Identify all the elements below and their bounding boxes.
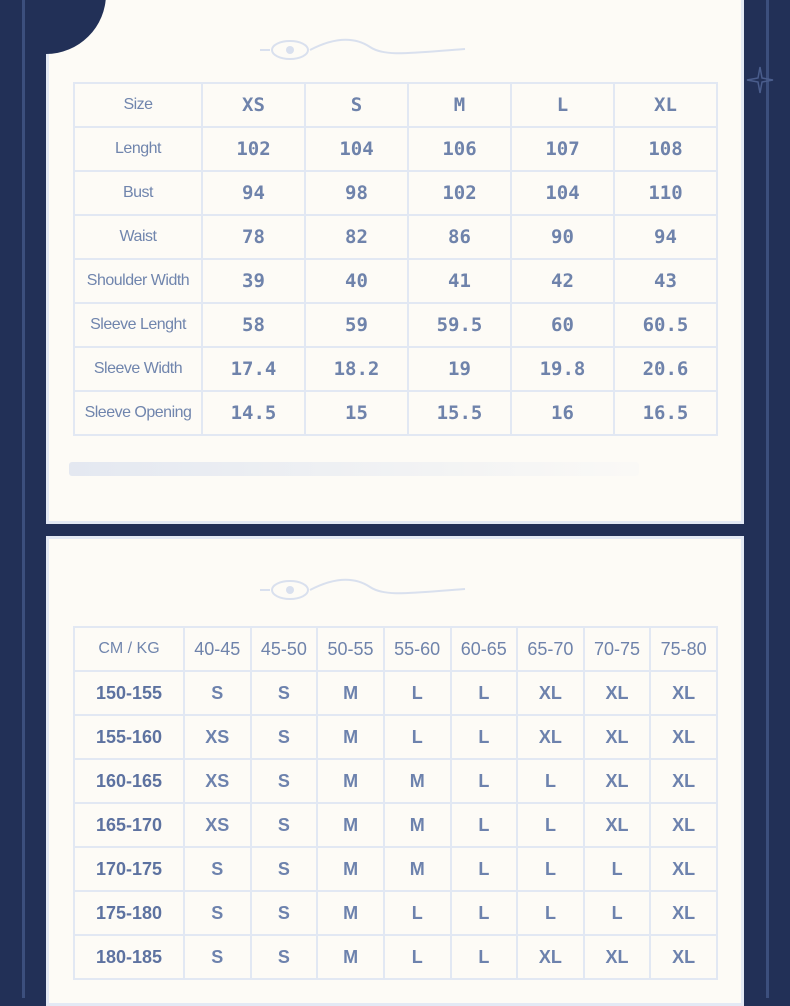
table-row	[74, 847, 717, 891]
table-cell: 17.4	[202, 347, 305, 391]
table-cell: 19	[408, 347, 511, 391]
table-cell: 15.5	[408, 391, 511, 435]
table-cell: XL	[650, 935, 717, 979]
size-chart-table	[73, 82, 718, 436]
table-cell: XS	[184, 715, 251, 759]
table-cell: L	[451, 715, 518, 759]
faint-caption	[69, 462, 639, 476]
panel-corner-notch	[46, 0, 106, 54]
table-cell: S	[251, 847, 318, 891]
four-point-star-icon	[746, 66, 774, 94]
table-cell: M	[384, 847, 451, 891]
column-header: 65-70	[517, 627, 584, 671]
table-cell: L	[451, 935, 518, 979]
table-cell: L	[517, 803, 584, 847]
table-cell: XL	[650, 715, 717, 759]
row-label: 160-165	[74, 759, 184, 803]
row-label: Waist	[74, 215, 202, 259]
table-cell: S	[251, 759, 318, 803]
table-cell: 16.5	[614, 391, 717, 435]
table-cell: S	[251, 891, 318, 935]
frame-line-right	[766, 0, 769, 998]
size-header-cell: Size	[74, 83, 202, 127]
table-cell: S	[251, 803, 318, 847]
table-cell: M	[317, 891, 384, 935]
row-label: 150-155	[74, 671, 184, 715]
table-cell: 39	[202, 259, 305, 303]
table-cell: S	[184, 847, 251, 891]
table-cell: XL	[584, 759, 651, 803]
table-cell: XL	[650, 847, 717, 891]
table-cell: XL	[650, 759, 717, 803]
table-cell: M	[317, 715, 384, 759]
table-row	[74, 715, 717, 759]
eye-flourish-icon	[260, 35, 470, 65]
column-header: S	[305, 83, 408, 127]
table-row	[74, 127, 717, 171]
column-header: 70-75	[584, 627, 651, 671]
table-cell: XL	[650, 671, 717, 715]
table-cell: L	[517, 891, 584, 935]
table-cell: L	[384, 935, 451, 979]
table-cell: L	[517, 759, 584, 803]
column-header: L	[511, 83, 614, 127]
table-cell: XL	[650, 891, 717, 935]
table-cell: 107	[511, 127, 614, 171]
table-cell: 78	[202, 215, 305, 259]
table-cell: M	[317, 671, 384, 715]
table-cell: 108	[614, 127, 717, 171]
row-label: Sleeve Width	[74, 347, 202, 391]
table-cell: S	[251, 671, 318, 715]
table-cell: XL	[584, 803, 651, 847]
table-row	[74, 891, 717, 935]
table-cell: 42	[511, 259, 614, 303]
row-label: Shoulder Width	[74, 259, 202, 303]
table-cell: XL	[517, 671, 584, 715]
table-cell: 98	[305, 171, 408, 215]
table-cell: 19.8	[511, 347, 614, 391]
table-cell: L	[451, 847, 518, 891]
row-label: Sleeve Opening	[74, 391, 202, 435]
table-cell: 90	[511, 215, 614, 259]
table-row	[74, 171, 717, 215]
table-cell: 40	[305, 259, 408, 303]
table-row	[74, 803, 717, 847]
row-label: 165-170	[74, 803, 184, 847]
table-cell: XL	[517, 935, 584, 979]
table-cell: S	[251, 715, 318, 759]
table-cell: S	[184, 935, 251, 979]
table-cell: 16	[511, 391, 614, 435]
table-row	[74, 759, 717, 803]
table-row	[74, 215, 717, 259]
row-label: Sleeve Lenght	[74, 303, 202, 347]
table-cell: 14.5	[202, 391, 305, 435]
column-header: 55-60	[384, 627, 451, 671]
table-cell: 94	[614, 215, 717, 259]
table-cell: L	[451, 803, 518, 847]
column-header: XL	[614, 83, 717, 127]
table-row	[74, 391, 717, 435]
column-header: 45-50	[251, 627, 318, 671]
table-cell: L	[384, 715, 451, 759]
eye-flourish-icon	[260, 575, 470, 605]
column-header: 75-80	[650, 627, 717, 671]
column-header: 40-45	[184, 627, 251, 671]
table-cell: 102	[408, 171, 511, 215]
table-cell: 86	[408, 215, 511, 259]
table-cell: M	[317, 935, 384, 979]
table-cell: 60.5	[614, 303, 717, 347]
table-cell: M	[317, 803, 384, 847]
table-cell: 102	[202, 127, 305, 171]
column-header: XS	[202, 83, 305, 127]
table-cell: 59	[305, 303, 408, 347]
table-cell: L	[451, 891, 518, 935]
table-header-row	[74, 627, 717, 671]
table-row	[74, 671, 717, 715]
column-header: M	[408, 83, 511, 127]
table-cell: 18.2	[305, 347, 408, 391]
corner-header-cell: CM / KG	[74, 627, 184, 671]
table-cell: XS	[184, 803, 251, 847]
size-recommendation-table	[73, 626, 718, 980]
row-label: 180-185	[74, 935, 184, 979]
table-cell: L	[384, 671, 451, 715]
table-cell: XS	[184, 759, 251, 803]
table-cell: XL	[517, 715, 584, 759]
row-label: Lenght	[74, 127, 202, 171]
table-cell: L	[517, 847, 584, 891]
column-header: 60-65	[451, 627, 518, 671]
table-cell: XL	[584, 671, 651, 715]
table-cell: 43	[614, 259, 717, 303]
table-cell: 59.5	[408, 303, 511, 347]
table-cell: S	[184, 891, 251, 935]
table-cell: L	[584, 891, 651, 935]
table-row	[74, 303, 717, 347]
row-label: 155-160	[74, 715, 184, 759]
row-label: 170-175	[74, 847, 184, 891]
table-cell: 20.6	[614, 347, 717, 391]
table-cell: 104	[305, 127, 408, 171]
table-cell: L	[451, 671, 518, 715]
table-cell: 82	[305, 215, 408, 259]
table-cell: XL	[584, 715, 651, 759]
table-row	[74, 259, 717, 303]
table-cell: 58	[202, 303, 305, 347]
table-cell: M	[384, 759, 451, 803]
table-cell: L	[384, 891, 451, 935]
table-cell: M	[317, 759, 384, 803]
table-row	[74, 347, 717, 391]
table-cell: S	[251, 935, 318, 979]
row-label: 175-180	[74, 891, 184, 935]
table-cell: 41	[408, 259, 511, 303]
table-cell: L	[584, 847, 651, 891]
table-cell: 110	[614, 171, 717, 215]
table-cell: 104	[511, 171, 614, 215]
frame-line-left	[22, 0, 25, 998]
table-cell: 15	[305, 391, 408, 435]
column-header: 50-55	[317, 627, 384, 671]
table-cell: M	[317, 847, 384, 891]
table-cell: XL	[584, 935, 651, 979]
table-header-row	[74, 83, 717, 127]
row-label: Bust	[74, 171, 202, 215]
table-cell: XL	[650, 803, 717, 847]
table-cell: S	[184, 671, 251, 715]
table-cell: 106	[408, 127, 511, 171]
table-cell: 60	[511, 303, 614, 347]
table-cell: M	[384, 803, 451, 847]
table-row	[74, 935, 717, 979]
table-cell: 94	[202, 171, 305, 215]
table-cell: L	[451, 759, 518, 803]
